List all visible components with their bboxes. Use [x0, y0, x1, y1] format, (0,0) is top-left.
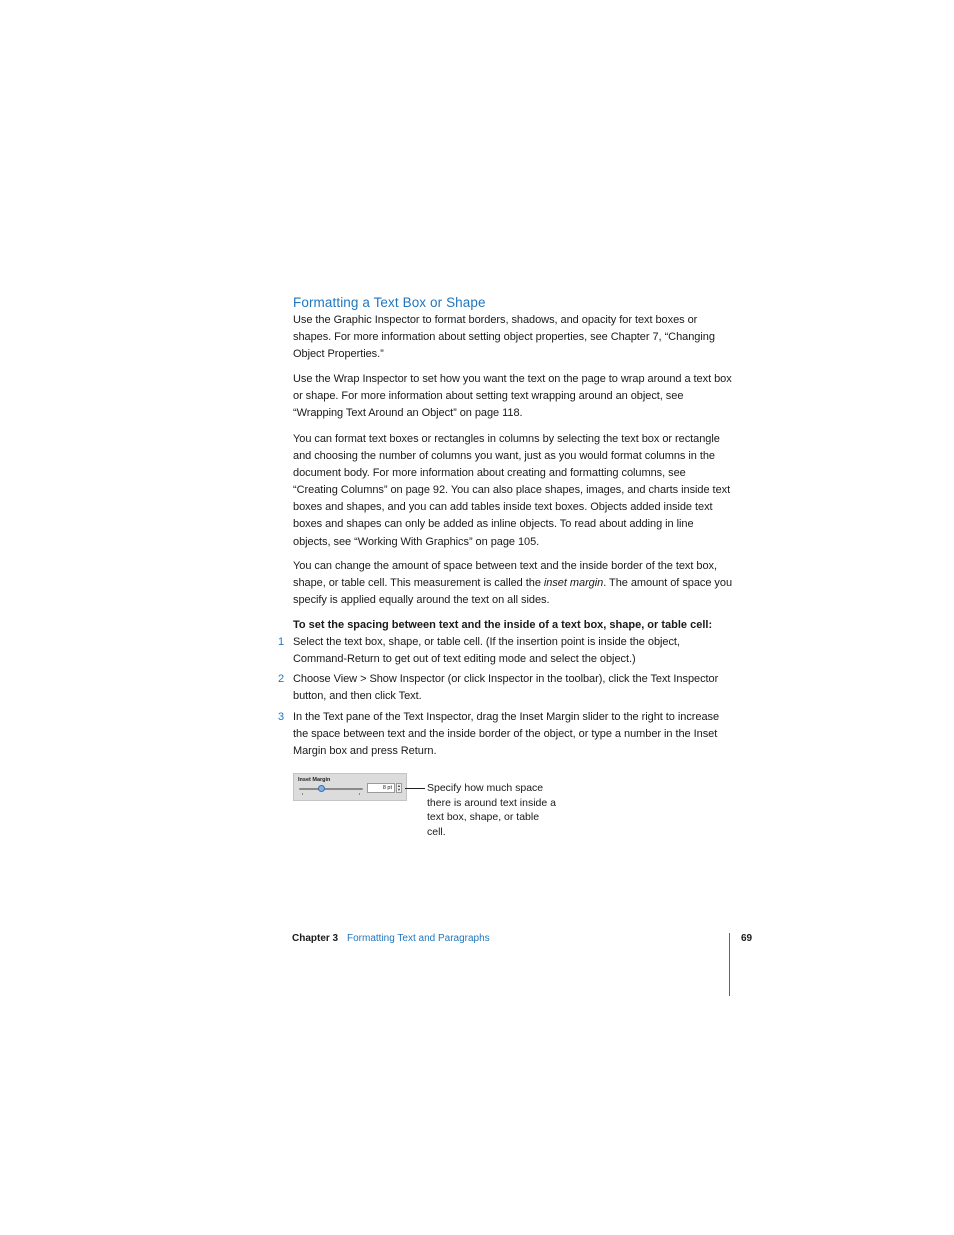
inset-margin-slider-knob[interactable] [318, 785, 325, 792]
slider-tick [302, 793, 303, 795]
inset-margin-field[interactable]: 8 pt [367, 783, 395, 793]
step-number: 3 [278, 711, 285, 723]
footer-chapter-title: Formatting Text and Paragraphs [347, 933, 490, 944]
inset-margin-slider-track[interactable] [299, 788, 363, 790]
emphasis-term: inset margin [543, 577, 604, 590]
footer-chapter-label: Chapter 3 [292, 933, 339, 944]
step-text: In the Text pane of the Text Inspector, drag the Inset Margin slider to the right to increase the space between text and the inside border of the object, or type a number in the Inset Margin box and press Return. [293, 711, 720, 758]
paragraph-inset-margin [293, 558, 733, 609]
step-number: 2 [278, 673, 285, 685]
page-number: 69 [741, 933, 753, 944]
figure-callout: Specify how much space there is around text inside a text box, shape, or table cell. [427, 782, 556, 838]
section-title: Formatting a Text Box or Shape [293, 295, 486, 310]
slider-tick [359, 793, 360, 795]
stepper-up-icon[interactable]: ▲ [397, 783, 401, 788]
callout-line [405, 788, 425, 789]
paragraph-graphic-inspector [293, 312, 733, 363]
body-text: Use the Graphic Inspector to format borders, shadows, and opacity for text boxes or shapes. For more information about setting object properties, see Chapter 7, “Changing Object Properties.” [293, 314, 715, 361]
paragraph-columns [293, 431, 733, 551]
body-text: Use the Wrap Inspector to set how you want the text on the page to wrap around a text box or shape. For more information about setting text wrapping around an object, see “Wrapping Text Around an Object” on page 118. [293, 373, 732, 420]
task-heading: To set the spacing between text and the inside of a text box, shape, or table cell: [293, 619, 713, 631]
inset-margin-stepper[interactable] [396, 783, 402, 793]
step-number: 1 [278, 636, 285, 648]
inset-margin-inspector [293, 773, 407, 801]
step-text: Choose View > Show Inspector (or click Inspector in the toolbar), click the Text Inspector button, and then click Text. [293, 673, 719, 703]
body-text [293, 558, 733, 609]
stepper-down-icon[interactable]: ▼ [397, 787, 401, 792]
paragraph-wrap-inspector [293, 371, 733, 422]
footer-rule [729, 933, 730, 996]
text-run: . The amount of space you specify is applied equally around the text on all sides. [293, 577, 733, 607]
inset-margin-label: Inset Margin [298, 777, 331, 783]
step-text: Select the text box, shape, or table cell. (If the insertion point is inside the object, Command-Return to get out of text editing mode and select the object.) [293, 636, 680, 666]
text-run: You can change the amount of space between text and the inside border of the text box, shape, or table cell. This measurement is called the [293, 560, 717, 590]
body-text: You can format text boxes or rectangles in columns by selecting the text box or rectangle and choosing the number of columns you want, just as you would format columns in the document body. For more information about creating and formatting columns, see “Creating Columns” on page 92. You can also place shapes, images, and charts inside text boxes and shapes, and you can add tables inside text boxes. Objects added inside text boxes and shapes can only be added as inline objects. To read about adding in line objects, see “Working With Graphics” on page 105. [293, 433, 731, 548]
